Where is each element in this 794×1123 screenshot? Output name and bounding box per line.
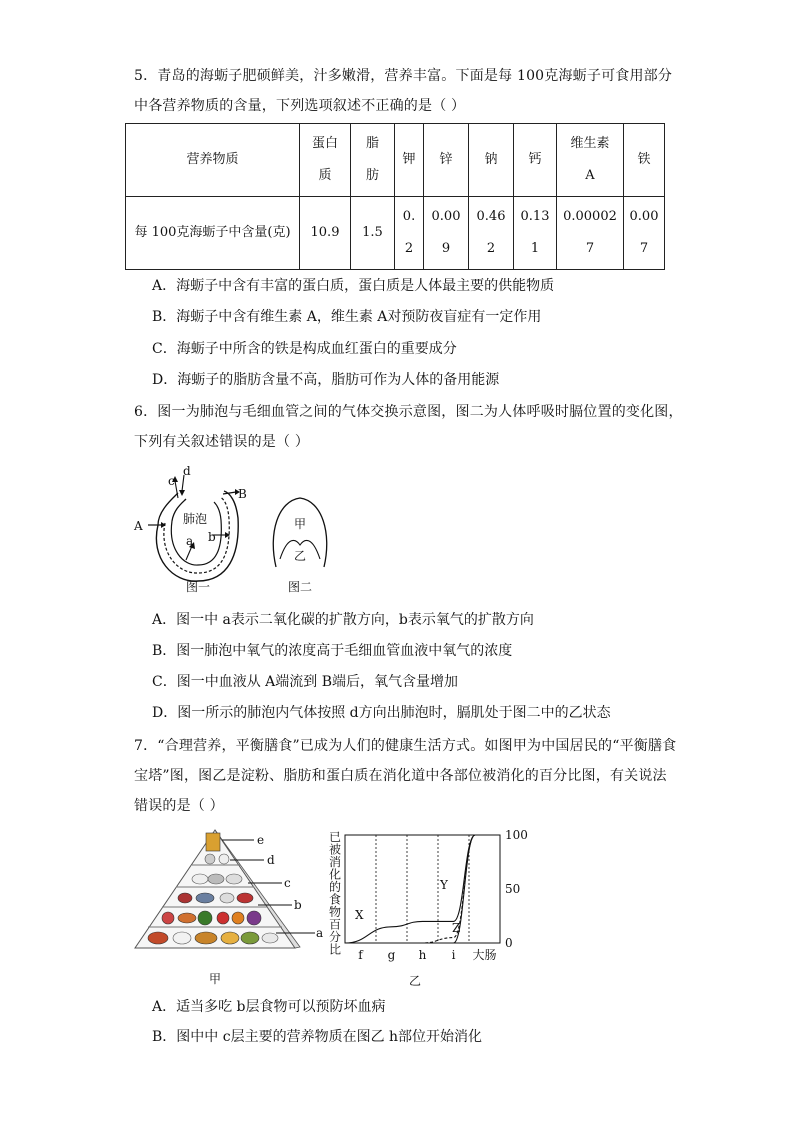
fig2-label-upper: 甲 bbox=[293, 517, 307, 531]
val-calcium-1: 0.13 bbox=[520, 209, 550, 224]
val-calcium-2: 1 bbox=[530, 241, 540, 256]
fig1-label-b: b bbox=[208, 530, 216, 544]
col-zinc: 锌 bbox=[424, 124, 469, 197]
q5-option-d[interactable]: D．海蛎子的脂肪含量不高，脂肪可作为人体的备用能源 bbox=[152, 372, 500, 388]
col-protein-h2: 质 bbox=[318, 168, 332, 183]
val-sodium bbox=[469, 197, 514, 270]
table-row-header: 营养物质 bbox=[126, 124, 300, 197]
col-vitamin-a bbox=[557, 124, 624, 197]
chart-ylabel bbox=[329, 830, 341, 957]
fig1-label-d: d bbox=[183, 464, 191, 478]
food-pyramid bbox=[130, 825, 330, 990]
val-protein: 10.9 bbox=[300, 197, 351, 270]
val-iron-2: 7 bbox=[639, 241, 649, 256]
col-protein-h1: 蛋白 bbox=[311, 136, 338, 151]
chart-ylabel-char-0: 已 bbox=[328, 830, 342, 844]
q7-option-a[interactable]: A．适当多吃 b层食物可以预防坏血病 bbox=[152, 999, 386, 1015]
col-iron: 铁 bbox=[624, 124, 665, 197]
fig1-label-c: c bbox=[168, 474, 175, 488]
chart-ylabel-char-5: 食 bbox=[328, 892, 342, 907]
table-value-row bbox=[126, 197, 665, 270]
chart-xtick-1: g bbox=[387, 948, 396, 962]
q6-option-b[interactable]: B．图一肺泡中氧气的浓度高于毛细血管血液中氧气的浓度 bbox=[152, 643, 513, 659]
q6-stem-line2: 下列有关叙述错误的是（ ） bbox=[134, 434, 310, 450]
q6-option-d[interactable]: D．图一所示的肺泡内气体按照 d方向出肺泡时，膈肌处于图二中的乙状态 bbox=[152, 705, 611, 721]
q6-stem-line1: 6．图一为肺泡与毛细血管之间的气体交换示意图，图二为人体呼吸时膈位置的变化图， bbox=[134, 404, 683, 420]
q7-stem-line1: 7．“合理营养，平衡膳食”已成为人们的健康生活方式。如图甲为中国居民的“平衡膳食 bbox=[134, 738, 677, 754]
val-iron-1: 0.00 bbox=[629, 209, 659, 224]
q7-stem-line3: 错误的是（ ） bbox=[134, 798, 224, 814]
chart-series-label-Z: Z bbox=[452, 921, 461, 936]
table-row-label: 每 100克海蛎子中含量(克) bbox=[126, 197, 300, 270]
chart-ytick-2: 100 bbox=[505, 828, 528, 842]
q6-option-c[interactable]: C．图一中血液从 A端流到 B端后，氧气含量增加 bbox=[152, 674, 459, 690]
val-zinc-2: 9 bbox=[441, 241, 451, 256]
q5-stem-line1: 5．青岛的海蛎子肥硕鲜美，汁多嫩滑，营养丰富。下面是每 100克海蛎子可食用部分 bbox=[134, 68, 673, 84]
val-iron bbox=[624, 197, 665, 270]
q5-option-c[interactable]: C．海蛎子中所含的铁是构成血红蛋白的重要成分 bbox=[152, 341, 457, 357]
chart-ylabel-char-7: 百 bbox=[328, 917, 342, 932]
fig1-label-A: A bbox=[134, 519, 143, 533]
val-zinc bbox=[424, 197, 469, 270]
chart-xtick-0: f bbox=[358, 948, 363, 962]
pyramid-label-d: d bbox=[267, 853, 275, 867]
table-header-row bbox=[126, 124, 665, 197]
chart-ylabel-char-3: 化 bbox=[328, 867, 342, 882]
fig1-caption: 图一 bbox=[185, 580, 211, 594]
col-protein bbox=[300, 124, 351, 197]
chart-ylabel-char-4: 的 bbox=[328, 880, 342, 894]
figure-one-alveolus bbox=[128, 463, 358, 598]
chart-series-label-X: X bbox=[355, 908, 364, 923]
chart-xtick-2: h bbox=[418, 948, 427, 962]
col-sodium: 钠 bbox=[469, 124, 514, 197]
chart-series-label-Y: Y bbox=[440, 878, 448, 892]
chart-xtick-4: 大肠 bbox=[472, 948, 497, 962]
chart-xtick-3: i bbox=[451, 948, 456, 962]
pyramid-caption: 甲 bbox=[208, 972, 222, 986]
val-vitamin-a-1: 0.00002 bbox=[563, 209, 617, 224]
chart-ytick-0: 0 bbox=[505, 936, 513, 950]
digestion-chart bbox=[325, 827, 535, 990]
q5-option-b[interactable]: B．海蛎子中含有维生素 A，维生素 A对预防夜盲症有一定作用 bbox=[152, 309, 542, 325]
col-fat bbox=[351, 124, 395, 197]
col-calcium: 钙 bbox=[514, 124, 557, 197]
fig1-alveolus-label: 肺泡 bbox=[183, 512, 208, 526]
val-potassium bbox=[395, 197, 424, 270]
q7-option-b[interactable]: B．图中中 c层主要的营养物质在图乙 h部位开始消化 bbox=[152, 1029, 483, 1045]
val-sodium-2: 2 bbox=[486, 241, 496, 256]
val-potassium-2: 2 bbox=[404, 241, 414, 256]
q5-option-a[interactable]: A．海蛎子中含有丰富的蛋白质，蛋白质是人体最主要的供能物质 bbox=[152, 278, 555, 294]
val-calcium bbox=[514, 197, 557, 270]
q5-stem-line2: 中各营养物质的含量，下列选项叙述不正确的是（ ） bbox=[134, 98, 466, 114]
chart-ylabel-char-8: 分 bbox=[328, 930, 342, 944]
val-zinc-1: 0.00 bbox=[431, 209, 461, 224]
col-vitamin-a-h1: 维生素 bbox=[570, 136, 610, 151]
chart-ylabel-char-2: 消 bbox=[328, 855, 342, 869]
fig1-label-a: a bbox=[186, 534, 194, 548]
col-fat-h1: 脂 bbox=[365, 136, 379, 151]
q6-option-a[interactable]: A．图一中 a表示二氧化碳的扩散方向，b表示氧气的扩散方向 bbox=[152, 612, 534, 628]
nutrition-table bbox=[125, 123, 665, 270]
q7-stem-line2: 宝塔”图，图乙是淀粉、脂肪和蛋白质在消化道中各部位被消化的百分比图，有关说法 bbox=[134, 768, 667, 784]
fig2-label-lower: 乙 bbox=[293, 549, 307, 563]
pyramid-label-a: a bbox=[316, 926, 324, 940]
chart-ylabel-char-9: 比 bbox=[328, 942, 342, 957]
col-fat-h2: 肪 bbox=[365, 168, 379, 183]
col-potassium: 钾 bbox=[395, 124, 424, 197]
pyramid-label-c: c bbox=[284, 876, 291, 890]
val-potassium-1: 0. bbox=[402, 209, 416, 224]
val-vitamin-a-2: 7 bbox=[585, 241, 595, 256]
col-vitamin-a-h2: A bbox=[585, 168, 595, 183]
pyramid-label-b: b bbox=[294, 898, 302, 912]
chart-ylabel-char-6: 物 bbox=[328, 905, 342, 919]
fig1-label-B: B bbox=[238, 487, 247, 501]
chart-ytick-1: 50 bbox=[505, 882, 521, 896]
chart-caption: 乙 bbox=[408, 974, 422, 988]
val-fat: 1.5 bbox=[351, 197, 395, 270]
fig2-caption: 图二 bbox=[287, 580, 313, 594]
pyramid-label-e: e bbox=[257, 833, 265, 847]
val-sodium-1: 0.46 bbox=[476, 209, 506, 224]
val-vitamin-a bbox=[557, 197, 624, 270]
chart-ylabel-char-1: 被 bbox=[328, 842, 342, 857]
